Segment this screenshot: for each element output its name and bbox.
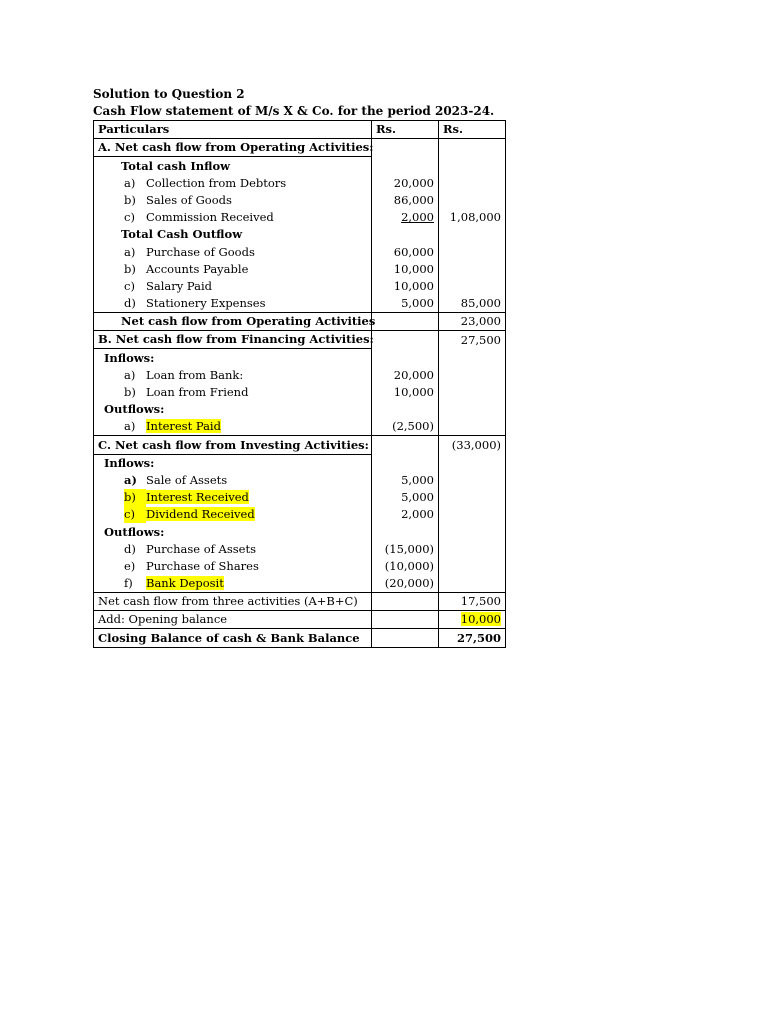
section-a-title: A. Net cash flow from Operating Activities: bbox=[94, 139, 372, 157]
item-label-highlighted: Dividend Received bbox=[146, 507, 255, 522]
document bbox=[93, 86, 513, 648]
item-label-highlighted: Interest Received bbox=[146, 490, 249, 505]
table-row bbox=[94, 192, 506, 209]
item-marker: f) bbox=[124, 576, 133, 591]
item-label: Collection from Debtors bbox=[146, 175, 287, 190]
net-three-label: Net cash flow from three activities (A+B+C) bbox=[94, 593, 372, 611]
table-row bbox=[94, 209, 506, 226]
opening-balance-row bbox=[94, 611, 506, 629]
item-marker: a) bbox=[124, 472, 137, 487]
table-row bbox=[94, 384, 506, 401]
net-three-value: 17,500 bbox=[439, 593, 506, 611]
table-row bbox=[94, 489, 506, 506]
item-label: Purchase of Assets bbox=[146, 541, 256, 556]
table-row bbox=[94, 558, 506, 575]
table-row bbox=[94, 523, 506, 540]
item-amount: 5,000 bbox=[372, 472, 439, 489]
table-row bbox=[94, 261, 506, 278]
closing-balance-label: Closing Balance of cash & Bank Balance bbox=[94, 629, 372, 647]
item-marker: b) bbox=[124, 489, 146, 506]
item-marker: e) bbox=[124, 558, 136, 573]
closing-balance-row bbox=[94, 629, 506, 647]
item-label: Purchase of Shares bbox=[146, 558, 259, 573]
total-inflow-value: 1,08,000 bbox=[439, 209, 506, 226]
table-row bbox=[94, 295, 506, 313]
item-label: Purchase of Goods bbox=[146, 244, 255, 259]
table-row bbox=[94, 243, 506, 260]
item-label: Sale of Assets bbox=[146, 472, 228, 487]
section-a-row bbox=[94, 139, 506, 157]
document-title: Solution to Question 2 bbox=[93, 87, 245, 101]
item-amount: 86,000 bbox=[372, 192, 439, 209]
item-amount: 60,000 bbox=[372, 243, 439, 260]
opening-balance-value: 10,000 bbox=[460, 612, 501, 627]
item-label: Stationery Expenses bbox=[146, 296, 266, 311]
table-row bbox=[94, 454, 506, 472]
table-row bbox=[94, 278, 506, 295]
total-outflow-value: 85,000 bbox=[439, 295, 506, 313]
section-c-title: C. Net cash flow from Investing Activities: bbox=[94, 436, 372, 454]
item-amount: (15,000) bbox=[372, 541, 439, 558]
item-marker: d) bbox=[124, 541, 136, 556]
item-marker: a) bbox=[124, 175, 136, 190]
item-label-highlighted: Bank Deposit bbox=[146, 576, 224, 591]
total-cash-inflow-label: Total cash Inflow bbox=[94, 157, 372, 175]
header-rs-2: Rs. bbox=[439, 121, 506, 139]
header-rs-1: Rs. bbox=[372, 121, 439, 139]
investing-total: (33,000) bbox=[439, 436, 506, 454]
item-amount: 2,000 bbox=[372, 506, 439, 523]
investing-inflows-label: Inflows: bbox=[94, 454, 372, 472]
item-amount: 2,000 bbox=[401, 210, 434, 225]
table-row bbox=[94, 175, 506, 192]
table-row bbox=[94, 349, 506, 367]
section-b-row bbox=[94, 331, 506, 349]
item-amount: 20,000 bbox=[372, 175, 439, 192]
item-amount: 10,000 bbox=[372, 261, 439, 278]
cash-flow-table bbox=[93, 120, 506, 648]
total-cash-outflow-label: Total Cash Outflow bbox=[94, 226, 372, 243]
item-marker: d) bbox=[124, 296, 136, 311]
table-row bbox=[94, 367, 506, 384]
header-particulars: Particulars bbox=[94, 121, 372, 139]
section-c-row bbox=[94, 436, 506, 454]
item-amount: 10,000 bbox=[372, 278, 439, 295]
table-row bbox=[94, 506, 506, 523]
item-marker: c) bbox=[124, 506, 146, 523]
item-marker: c) bbox=[124, 278, 135, 293]
statement-title: Cash Flow statement of M/s X & Co. for the period 2023-24. bbox=[93, 104, 495, 118]
item-marker: c) bbox=[124, 210, 135, 225]
net-three-row bbox=[94, 593, 506, 611]
item-amount: (20,000) bbox=[372, 575, 439, 593]
net-operating-row bbox=[94, 313, 506, 331]
item-label: Loan from Friend bbox=[146, 385, 249, 399]
item-label: Salary Paid bbox=[146, 278, 213, 293]
item-marker: a) bbox=[124, 367, 136, 382]
item-amount: 5,000 bbox=[372, 489, 439, 506]
net-operating-value: 23,000 bbox=[439, 313, 506, 331]
item-marker: b) bbox=[124, 192, 136, 207]
closing-balance-value: 27,500 bbox=[439, 629, 506, 647]
net-operating-label: Net cash flow from Operating Activities bbox=[94, 313, 372, 331]
section-b-title: B. Net cash flow from Financing Activities: bbox=[94, 331, 372, 349]
financing-inflows-label: Inflows: bbox=[94, 349, 372, 367]
item-label-highlighted: Interest Paid bbox=[146, 419, 221, 434]
item-label: Loan from Bank: bbox=[146, 367, 244, 382]
financing-total: 27,500 bbox=[439, 331, 506, 349]
financing-outflows-label: Outflows: bbox=[94, 401, 372, 418]
table-row bbox=[94, 157, 506, 175]
table-row bbox=[94, 472, 506, 489]
table-row bbox=[94, 418, 506, 436]
opening-balance-label: Add: Opening balance bbox=[94, 611, 372, 629]
table-row bbox=[94, 226, 506, 243]
item-label: Accounts Payable bbox=[146, 261, 249, 276]
item-marker: a) bbox=[124, 244, 136, 259]
item-amount: 10,000 bbox=[372, 384, 439, 401]
item-amount: (10,000) bbox=[372, 558, 439, 575]
table-row bbox=[94, 541, 506, 558]
item-amount: 5,000 bbox=[372, 295, 439, 313]
investing-outflows-label: Outflows: bbox=[94, 523, 372, 540]
item-marker: a) bbox=[124, 419, 136, 434]
item-marker: b) bbox=[124, 261, 136, 276]
item-amount: (2,500) bbox=[372, 418, 439, 436]
item-amount: 20,000 bbox=[372, 367, 439, 384]
item-label: Sales of Goods bbox=[146, 192, 232, 207]
item-label: Commission Received bbox=[146, 210, 274, 225]
item-marker: b) bbox=[124, 385, 136, 399]
table-row bbox=[94, 575, 506, 593]
table-header-row bbox=[94, 121, 506, 139]
table-row bbox=[94, 401, 506, 418]
